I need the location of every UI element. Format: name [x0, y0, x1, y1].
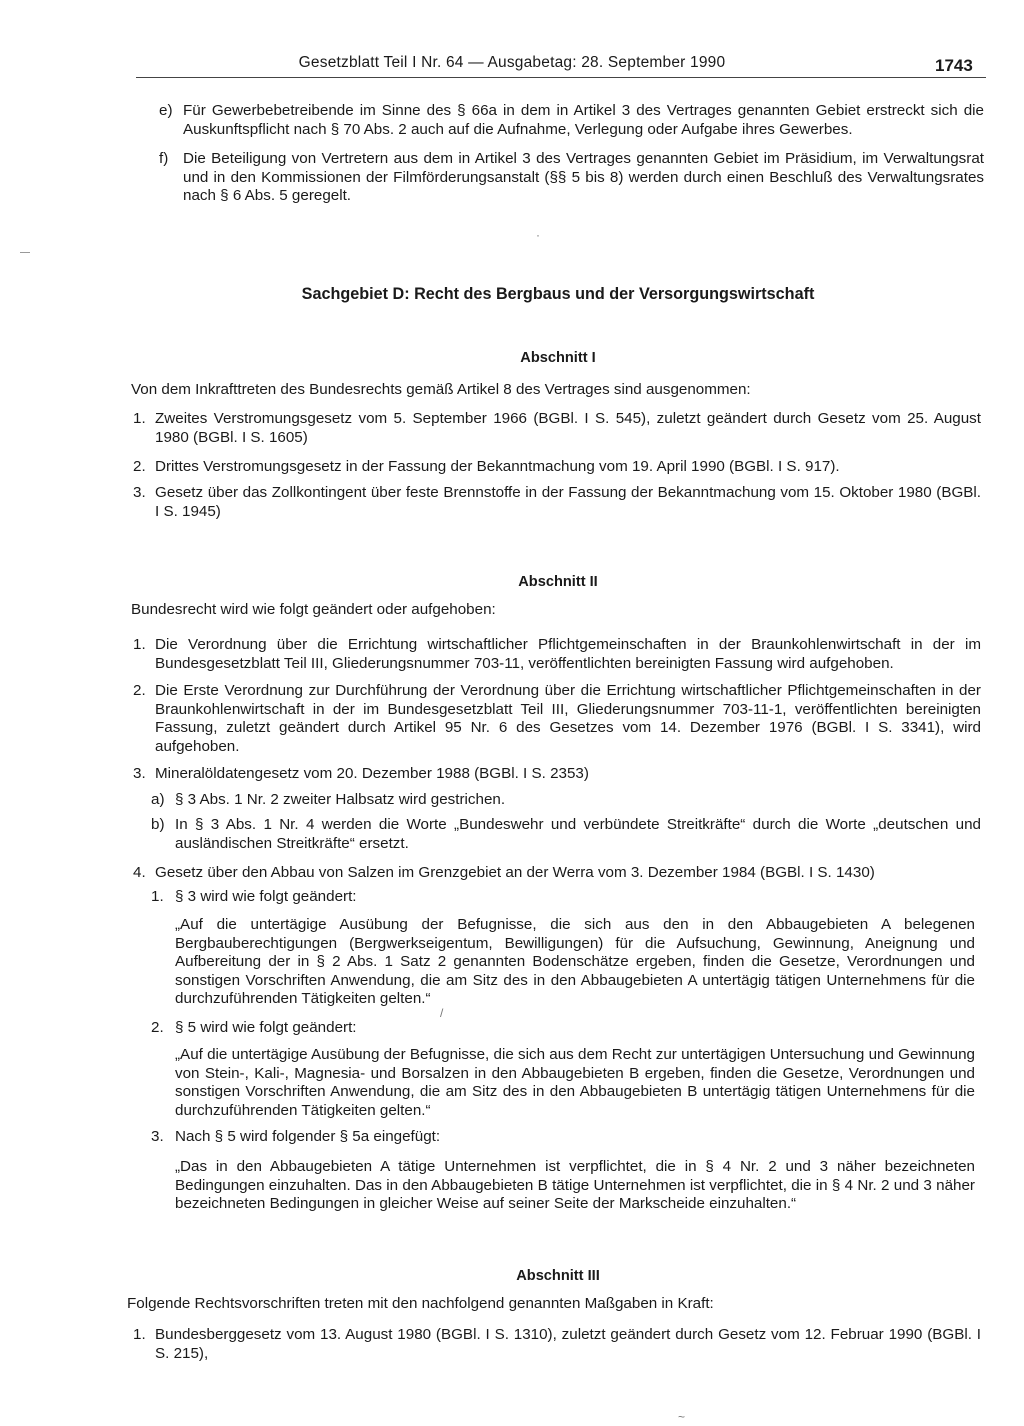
quote-1 [175, 916, 975, 1009]
item-label: 2. [133, 458, 146, 475]
sub-item-b [151, 816, 981, 853]
item-label: 2. [151, 1019, 164, 1036]
sub-item-1 [151, 888, 981, 907]
item-text: Gesetz über den Abbau von Salzen im Grenzgebiet an der Werra vom 3. Dezember 1984 (BGBl. I S. 1430) [155, 864, 875, 881]
sub-item-2 [151, 1019, 981, 1038]
item-label: f) [159, 150, 169, 167]
scan-speck: · [536, 228, 540, 242]
header-rule [136, 77, 986, 78]
item-label: 1. [133, 410, 146, 427]
item-text: Nach § 5 wird folgender § 5a eingefügt: [175, 1128, 441, 1145]
item-text: Die Erste Verordnung zur Durchführung der Verordnung über die Errichtung wirtschaftlicher Pflichtgemeinschaften in der Braunkohlenwirtschaft in der im Bundesgesetzblatt Teil III, Gliederungsnummer 703-11-1, veröffentlichten bereinigten Fassung, zuletzt geändert durch Artikel 95 Nr. 6 des Gesetzes vom 14. Dezember 1976 (BGBl. I S. 3341), wird aufgehoben. [155, 682, 981, 755]
item-e [159, 102, 984, 139]
item-text: § 3 Abs. 1 Nr. 2 zweiter Halbsatz wird gestrichen. [175, 791, 506, 808]
list-item [133, 682, 981, 756]
item-text: Drittes Verstromungsgesetz in der Fassung der Bekanntmachung vom 19. April 1990 (BGBl. I S. 917). [155, 458, 840, 475]
scan-speck: / [440, 1006, 444, 1020]
item-text: Die Verordnung über die Errichtung wirtschaftlicher Pflichtgemeinschaften in der Braunkohlenwirtschaft in der im Bundesgesetzblatt Teil III, Gliederungsnummer 703-11, veröffentlichten bereinigten Fassung wird aufgehoben. [155, 636, 981, 672]
item-text: Die Beteiligung von Vertretern aus dem in Artikel 3 des Vertrages genannten Gebiet im Präsidium, im Verwaltungsrat und in den Kommissionen der Filmförderungsanstalt (§§ 5 bis 8) werden durch einen Beschluß des Verwaltungsrates nach § 6 Abs. 5 geregelt. [183, 150, 984, 205]
abschnitt-1-intro: Von dem Inkrafttreten des Bundesrechts gemäß Artikel 8 des Vertrages sind ausgenommen: [131, 381, 751, 398]
section-title: Sachgebiet D: Recht des Bergbaus und der Versorgungswirtschaft [301, 285, 815, 303]
running-header: Gesetzblatt Teil I Nr. 64 — Ausgabetag: 28. September 1990 [298, 54, 726, 71]
list-item [133, 410, 981, 447]
abschnitt-2-intro: Bundesrecht wird wie folgt geändert oder aufgehoben: [131, 601, 496, 618]
abschnitt-2-heading: Abschnitt II [518, 574, 598, 590]
item-label: 1. [133, 1326, 146, 1343]
sub-item-3 [151, 1128, 981, 1147]
item-text: Für Gewerbebetreibende im Sinne des § 66a in dem in Artikel 3 des Vertrages genannten Gebiet erstreckt sich die Auskunftspflicht nach § 70 Abs. 2 auch auf die Aufnahme, Verlegung oder Aufgabe ihres Gewerbes. [183, 102, 984, 138]
item-label: 4. [133, 864, 146, 881]
list-item [133, 864, 981, 883]
item-label: a) [151, 791, 165, 808]
list-item [133, 636, 981, 673]
item-text: In § 3 Abs. 1 Nr. 4 werden die Worte „Bundeswehr und verbündete Streitkräfte“ durch die Worte „deutschen und ausländischen Streitkräfte“ ersetzt. [175, 816, 981, 852]
item-f [159, 150, 984, 206]
item-label: 3. [133, 484, 146, 501]
list-item [133, 1326, 981, 1363]
item-text: Mineralöldatengesetz vom 20. Dezember 1988 (BGBl. I S. 2353) [155, 765, 589, 782]
abschnitt-3-heading: Abschnitt III [516, 1268, 600, 1284]
item-text: Zweites Verstromungsgesetz vom 5. September 1966 (BGBl. I S. 545), zuletzt geändert durch Gesetz vom 25. August 1980 (BGBl. I S. 1605) [155, 410, 981, 446]
item-label: e) [159, 102, 173, 119]
list-item [133, 458, 981, 477]
item-label: 1. [133, 636, 146, 653]
item-label: b) [151, 816, 165, 833]
item-text: Gesetz über das Zollkontingent über feste Brennstoffe in der Fassung der Bekanntmachung vom 15. Oktober 1980 (BGBl. I S. 1945) [155, 484, 981, 520]
quote-text: „Das in den Abbaugebieten A tätige Unternehmen ist verpflichtet, die in § 4 Nr. 2 und 3 näher bezeichneten Bedingungen einzuhalten. Das in den Abbaugebieten B tätige Unternehmen ist verpflichtet, die in § 4 Nr. 2 und 3 näher bezeichneten Bedingungen in gleicher Weise auf seiner Seite der Markscheide einzuhalten.“ [175, 1158, 975, 1213]
item-label: 2. [133, 682, 146, 699]
item-label: 3. [133, 765, 146, 782]
list-item [133, 484, 981, 521]
sub-item-a [151, 791, 981, 810]
item-text: § 5 wird wie folgt geändert: [175, 1019, 357, 1036]
list-item [133, 765, 981, 784]
item-label: 3. [151, 1128, 164, 1145]
abschnitt-1-heading: Abschnitt I [520, 350, 596, 366]
scan-speck [20, 252, 30, 253]
scan-speck: ~ [678, 1410, 686, 1424]
item-label: 1. [151, 888, 164, 905]
page-number: 1743 [935, 56, 973, 75]
quote-text: „Auf die untertägige Ausübung der Befugnisse, die sich aus dem Recht zur untertägigen Untersuchung und Gewinnung von Stein-, Kali-, Magnesia- und Borsalzen in den Abbaugebieten B ergeben, finden die Gesetze, Verordnungen und sonstigen Vorschriften Anwendung, die am Sitz des in den Abbaugebieten B untertägig tätigen Unternehmens für die durchzuführenden Tätigkeiten gelten.“ [175, 1046, 975, 1119]
item-text: § 3 wird wie folgt geändert: [175, 888, 357, 905]
quote-2 [175, 1046, 975, 1120]
abschnitt-3-intro: Folgende Rechtsvorschriften treten mit den nachfolgend genannten Maßgaben in Kraft: [127, 1295, 714, 1312]
quote-text: „Auf die untertägige Ausübung der Befugnisse, die sich aus den in den Abbaugebieten A belegenen Bergbauberechtigungen (Bergwerkseigentum, Bewilligungen) für die Aufsuchung, Gewinnung, Aneignung und Aufbereitung der in § 2 Abs. 1 Satz 2 genannten Bodenschätze ergeben, finden die Gesetze, Verordnungen und sonstigen Vorschriften Anwendung, die am Sitz des in den Abbaugebieten A untertägig tätigen Unternehmens für die durchzuführenden Tätigkeiten gelten.“ [175, 916, 975, 1008]
item-text: Bundesberggesetz vom 13. August 1980 (BGBl. I S. 1310), zuletzt geändert durch Gesetz vom 12. Februar 1990 (BGBl. I S. 215), [155, 1326, 981, 1362]
quote-3 [175, 1158, 975, 1214]
